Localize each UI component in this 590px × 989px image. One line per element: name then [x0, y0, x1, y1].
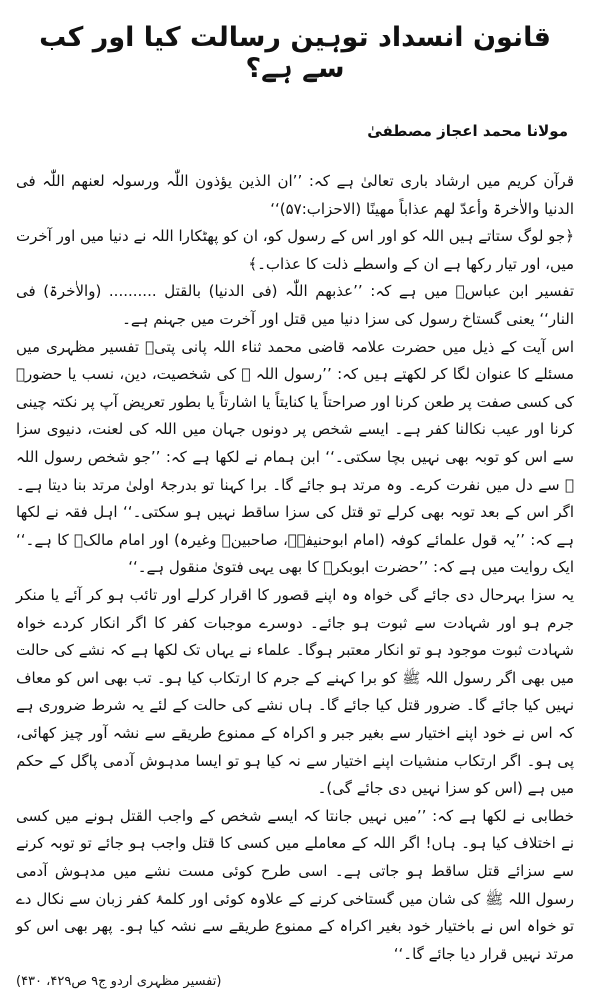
paragraph-ibn-abbas: تفسیر ابن عباسؓ میں ہے کہ: ’’عذبھم اللّٰہ (فی الدنیا) بالقتل .......... (والاٰخرۃ) فی النار‘‘ یعنی گستاخ رسول کی سزا دنیا میں قتل اور آخرت میں جہنم ہے۔ — [16, 282, 574, 329]
author-name: مولانا محمد اعجاز مصطفیٰ — [367, 122, 568, 141]
article-title: قانون انسداد توہین رسالت کیا اور کب سے ہے؟ — [39, 22, 551, 85]
article-body — [16, 168, 574, 968]
paragraph-quran-verse: قرآن کریم میں ارشاد باری تعالیٰ ہے کہ: ’’ان الذین یؤذون اللّٰہ ورسولہ لعنھم اللّٰہ فی الدنیا والاٰخرۃ وأعدّ لھم عذاباً مھینًا (الاحزاب:۵۷)‘‘ — [16, 172, 574, 218]
paragraph-punishment: یہ سزا بہرحال دی جائے گی خواہ وہ اپنے قصور کا اقرار کرلے اور تائب ہو کر آئے یا منکر جرم ہو اور شہادت سے ثبوت ہو جائے۔ دوسرے موجبات کفر کا اگر انکار کردے خواہ شہادت ثبوت موجود ہو تو انکار معتبر ہوگا۔ علماء نے یہاں تک لکھا ہے کہ نشے کی حالت میں بھی اگر رسول اللہ ﷺ کو برا کہنے کے جرم کا ارتکاب کیا ہو۔ تب بھی اس کو معاف نہیں کیا جائے گا۔ ضرور قتل کیا جائے گا۔ ہاں نشے کی حالت کے لئے یہ شرط ضروری ہے کہ اس نے خود اپنے اختیار سے بغیر جبر و اکراہ کے ممنوع طریقے سے نشہ آور چیز کھائی، پی ہو۔ اگر ارتکاب منشیات اپنے اختیار سے نہ کیا ہو تو ایسا مدہوش آدمی پاگل کے حکم میں ہے (اس کو سزا نہیں دی جائے گی)۔ — [16, 586, 574, 798]
paragraph-tafsir-mazhari: اس آیت کے ذیل میں حضرت علامہ قاضی محمد ثناء اللہ پانی پتیؒ تفسیر مظہری میں مسئلے کا عنوان لگا کر لکھتے ہیں کہ: ’’رسول اللہ ﷺ کی شخصیت، دین، نسب یا حضورؐ کی کسی صفت پر طعن کرنا اور صراحتاً یا کنایتاً یا اشارتاً یا بطور تعریض آپ پر نکتہ چینی کرنا اور عیب نکالنا کفر ہے۔ ایسے شخص پر دونوں جہان میں اللہ کی لعنت، دنیوی سزا سے اس کو توبہ بھی نہیں بچا سکتی۔‘‘ ابن ہمام نے لکھا ہے کہ: ’’جو شخص رسول اللہ ﷺ سے دل میں نفرت کرے۔ وہ مرتد ہو جائے گا۔ برا کہنا تو بدرجۂ اولیٰ مرتد بنا دیتا ہے۔ اگر اس کے بعد توبہ بھی کرلے تو قتل کی سزا ساقط نہیں ہو سکتی۔‘‘ اہل فقہ نے لکھا ہے کہ: ’’یہ قول علمائے کوفہ (امام ابوحنیفہؒ، صاحبینؒ وغیرہ) اور امام مالکؒ کا ہے۔‘‘ ایک روایت میں ہے کہ: ’’حضرت ابوبکرؓ کا بھی یہی فتویٰ منقول ہے۔‘‘ — [16, 337, 574, 577]
paragraph-translation: ﴿جو لوگ ستاتے ہیں اللہ کو اور اس کے رسول کو، ان کو پھٹکارا اللہ نے دنیا میں اور آخرت میں، اور تیار رکھا ہے ان کے واسطے ذلت کا عذاب۔﴾ — [16, 227, 574, 273]
reference-citation: (تفسیر مظہری اردو ج۹ ص۴۲۹، ۴۳۰) — [16, 974, 222, 989]
paragraph-khattabi: خطابی نے لکھا ہے کہ: ’’میں نہیں جانتا کہ ایسے شخص کے واجب القتل ہونے میں کسی نے اختلاف کیا ہو۔ ہاں! اگر اللہ کے معاملے میں کسی کا قتل واجب ہو جائے تو توبہ کرنے سے سزائے قتل ساقط ہو جاتی ہے۔ اسی طرح کوئی مست نشے میں مدہوش آدمی رسول اللہ ﷺ کی شان میں گستاخی کرنے کے علاوہ کوئی اور کلمۂ کفر زبان سے نکال دے تو خواہ اس نے باختیار خود بغیر اکراہ کے ممنوع طریقے سے نشہ کیا ہو۔ پھر بھی اس کو مرتد نہیں قرار دیا جائے گا۔‘‘ — [16, 806, 574, 963]
